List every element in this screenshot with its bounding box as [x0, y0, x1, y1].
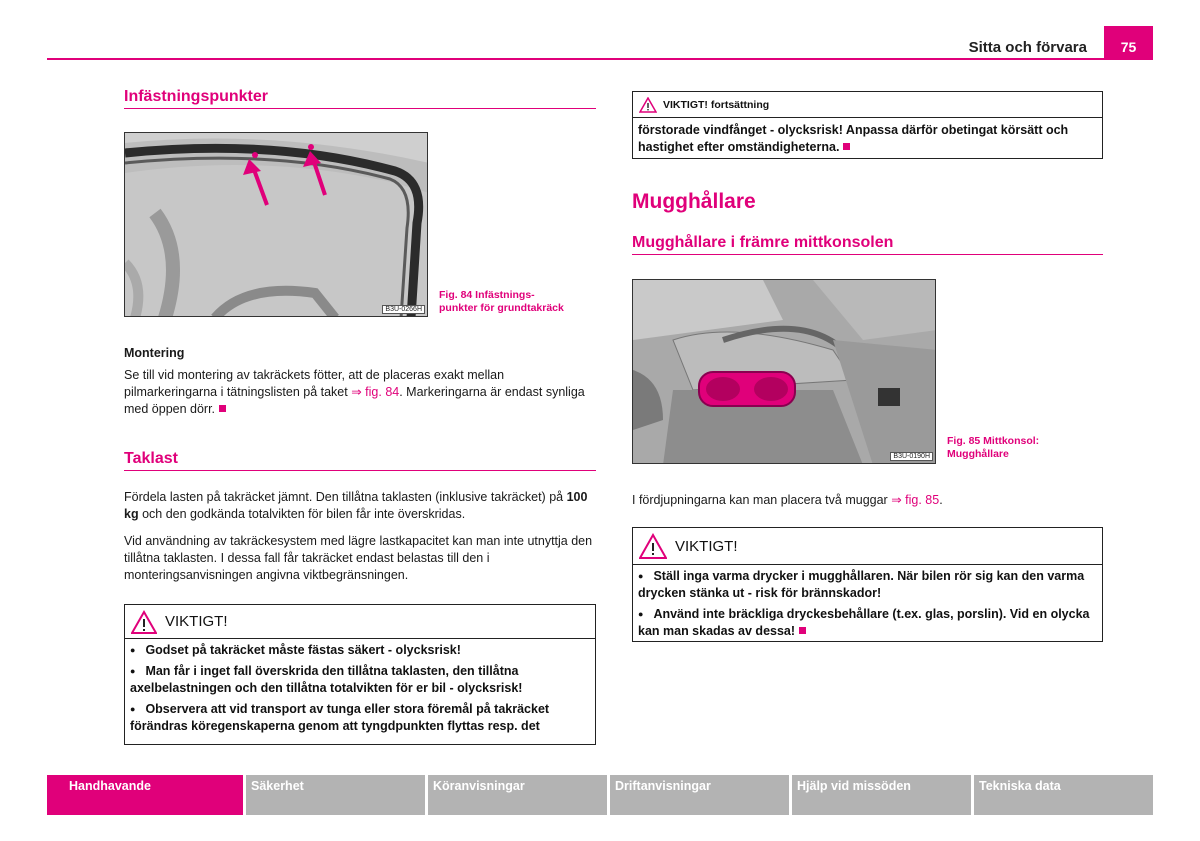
header-rule	[47, 58, 1153, 60]
warning-triangle-icon	[639, 533, 667, 559]
tab-tekniska-data[interactable]: Tekniska data	[974, 775, 1153, 815]
roof-rail-illustration	[125, 133, 428, 317]
subheading-montering: Montering	[124, 346, 185, 360]
running-header-title: Sitta och förvara	[968, 39, 1087, 56]
warning-title: VIKTIGT!	[165, 613, 228, 630]
section-rule	[124, 470, 596, 471]
figure-code: B3U-0190H	[890, 452, 933, 461]
section-title-infastningspunkter: Infästningspunkter	[124, 88, 269, 105]
warning-title: VIKTIGT! fortsättning	[663, 98, 770, 111]
warning-triangle-icon	[639, 97, 657, 113]
warning-box-taklast	[124, 604, 596, 745]
warning-body	[633, 565, 1102, 647]
tab-driftanvisningar[interactable]: Driftanvisningar	[610, 775, 789, 815]
figure-code: B3U-0266H	[382, 305, 425, 314]
warning-item: ● Man får i inget fall överskrida den tillåtna taklasten, den tillåtna axelbelastningen och den tillåtna totalvikten för er bil - olycksrisk!	[130, 663, 590, 697]
taklast-paragraph-2: Vid användning av takräckesystem med lägre lastkapacitet kan man inte utnyttja den tillåtna taklasten. I dessa fall får takräcket endast belastas till den i monteringsanvisningen angivna viktbegränsningen.	[124, 534, 593, 582]
warning-item: ● Använd inte bräckliga dryckesbehållare (t.ex. glas, porslin). Vid en olycka kan man skadas av dessa!	[638, 606, 1097, 640]
section-title-taklast: Taklast	[124, 450, 178, 467]
tab-handhavande[interactable]: Handhavande	[47, 775, 243, 815]
subsection-title: Mugghållare i främre mittkonsolen	[632, 234, 894, 251]
warning-header	[125, 605, 595, 639]
warning-body	[125, 639, 595, 742]
center-console-illustration	[633, 280, 936, 464]
figure-85-caption: Fig. 85 Mittkonsol: Mugghållare	[947, 435, 1040, 460]
section-rule	[124, 108, 596, 109]
tab-koranvisningar[interactable]: Köranvisningar	[428, 775, 607, 815]
figure-85-cup-holder	[632, 279, 936, 464]
warning-box-continued	[632, 91, 1103, 159]
section-rule	[632, 254, 1103, 255]
fig-84-link[interactable]: ⇒ fig. 84	[351, 385, 400, 399]
fig-85-link[interactable]: ⇒ fig. 85	[891, 493, 940, 507]
warning-box-mugghallare	[632, 527, 1103, 642]
end-marker	[219, 405, 226, 412]
taklast-paragraph-1: Fördela lasten på takräcket jämnt. Den tillåtna taklasten (inklusive takräcket) på 100 kg och den godkända totalvikten för bilen får inte överskridas.	[124, 490, 588, 521]
end-marker	[843, 143, 850, 150]
warning-item: ● Godset på takräcket måste fästas säkert - olycksrisk!	[130, 642, 590, 659]
warning-title: VIKTIGT!	[675, 537, 738, 555]
montering-paragraph: Se till vid montering av takräckets fötter, att de placeras exakt mellan pilmarkeringarna i tätningslisten på taket ⇒ fig. 84. Markeringarna är endast synliga med öppen dörr.	[124, 368, 585, 416]
figure-84-roof-rail	[124, 132, 428, 317]
page-number: 75	[1104, 26, 1153, 60]
section-title-mugghallare: Mugghållare	[632, 190, 756, 213]
warning-triangle-icon	[131, 610, 157, 634]
mugghallare-paragraph: I fördjupningarna kan man placera två muggar ⇒ fig. 85.	[632, 493, 943, 507]
warning-body: förstorade vindfånget - olycksrisk! Anpassa därför obetingat körsätt och hastighet efter omständigheterna.	[638, 123, 1069, 154]
warning-header	[633, 528, 1102, 565]
chapter-tab-bar	[47, 775, 1153, 815]
end-marker	[799, 627, 806, 634]
tab-sakerhet[interactable]: Säkerhet	[246, 775, 425, 815]
figure-84-caption: Fig. 84 Infästnings- punkter för grundtakräck	[439, 289, 564, 314]
tab-hjalp-vid-missoden[interactable]: Hjälp vid missöden	[792, 775, 971, 815]
warning-header	[633, 92, 1102, 118]
warning-item: ● Observera att vid transport av tunga eller stora föremål på takräcket förändras köregenskaperna genom att tyngdpunkten flyttas resp. det	[130, 701, 590, 735]
warning-item: ● Ställ inga varma drycker i mugghållaren. När bilen rör sig kan den varma drycken stänka ut - risk för brännskador!	[638, 568, 1097, 602]
